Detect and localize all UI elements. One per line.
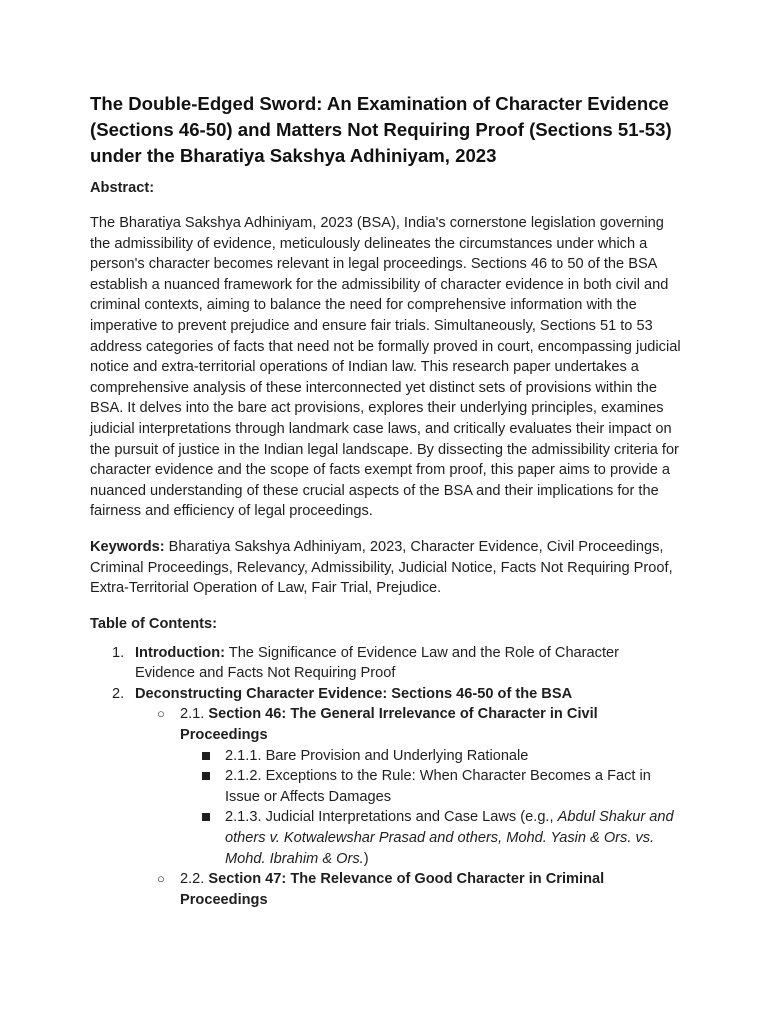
toc-item-text: 2.1.1. Bare Provision and Underlying Rationale [225,747,529,764]
toc-item-bold: Section 46: The General Irrelevance of Character in Civil Proceedings [180,706,598,744]
square-bullet-icon [202,752,210,760]
toc-item-prefix: 2.1. [180,706,209,723]
table-of-contents [90,643,682,911]
toc-item-prefix: 2.2. [180,871,209,888]
toc-item-text: 2.1.3. Judicial Interpretations and Case Laws (e.g., [225,809,558,826]
toc-item-text: The Significance of Evidence Law and the Role of Character Evidence and Facts Not Requiring Proof [135,644,619,682]
toc-item-section-46 [90,704,682,745]
document-page [90,91,682,910]
toc-item-section-47 [90,869,682,910]
keywords-text: Bharatiya Sakshya Adhiniyam, 2023, Character Evidence, Civil Proceedings, Criminal Proceedings, Relevancy, Admissibility, Judicial Notice, Facts Not Requiring Proof, Extra-Territorial Operation of Law, Fair Trial, Prejudice. [90,538,673,597]
toc-item-text: 2.1.2. Exceptions to the Rule: When Character Becomes a Fact in Issue or Affects Damages [225,768,651,805]
toc-item-bold: Deconstructing Character Evidence: Sections 46-50 of the BSA [135,685,573,702]
document-title: The Double-Edged Sword: An Examination of Character Evidence (Sections 46-50) and Matters Not Requiring Proof (Sections 51-53) under the Bharatiya Sakshya Adhiniyam, 2023 [90,93,672,166]
keywords-paragraph [90,537,682,599]
toc-item-number: 1. [112,644,125,661]
abstract-heading: Abstract: [90,180,155,196]
abstract-paragraph: The Bharatiya Sakshya Adhiniyam, 2023 (BSA), India's cornerstone legislation governing the admissibility of evidence, meticulously delineates the circumstances under which a person's character becomes relevant in legal proceedings. Sections 46 to 50 of the BSA establish a nuanced framework for the admissibility of character evidence in both civil and criminal contexts, aiming to balance the need for comprehensive information with the imperative to prevent prejudice and ensure fair trials. Simultaneously, Sections 51 to 53 address categories of facts that need not be formally proved in court, encompassing judicial notice and extra-territorial operations of Indian law. This research paper undertakes a comprehensive analysis of these interconnected yet distinct sets of provisions within the BSA. It delves into the bare act provisions, explores their underlying principles, examines judicial interpretations through landmark case laws, and critically evaluates their impact on the pursuit of justice in the Indian legal landscape. By dissecting the admissibility criteria for character evidence and the scope of facts exempt from proof, this paper aims to provide a nuanced understanding of these crucial aspects of the BSA and their implications for the fairness and efficiency of legal proceedings. [90,215,681,520]
toc-item-bold: Section 47: The Relevance of Good Character in Criminal Proceedings [180,871,605,908]
keywords-label: Keywords: [90,538,165,555]
toc-item-number: 2. [112,685,125,702]
toc-item-2-1-3 [90,807,682,869]
toc-item-character-evidence [90,684,682,705]
hollow-circle-bullet-icon: ○ [157,706,165,722]
hollow-circle-bullet-icon: ○ [157,871,165,887]
toc-item-introduction [90,643,682,684]
toc-item-2-1-2 [90,766,682,807]
square-bullet-icon [202,772,210,780]
toc-item-italic: Abdul Shakur and others v. Kotwalewshar Prasad and others, Mohd. Yasin & Ors. vs. Mohd. Ibrahim & Ors. [225,809,674,867]
toc-item-bold: Introduction: [135,644,225,661]
square-bullet-icon [202,813,210,821]
toc-item-2-1-1 [90,746,682,767]
toc-heading: Table of Contents: [90,615,218,632]
toc-item-suffix: ) [363,850,369,867]
